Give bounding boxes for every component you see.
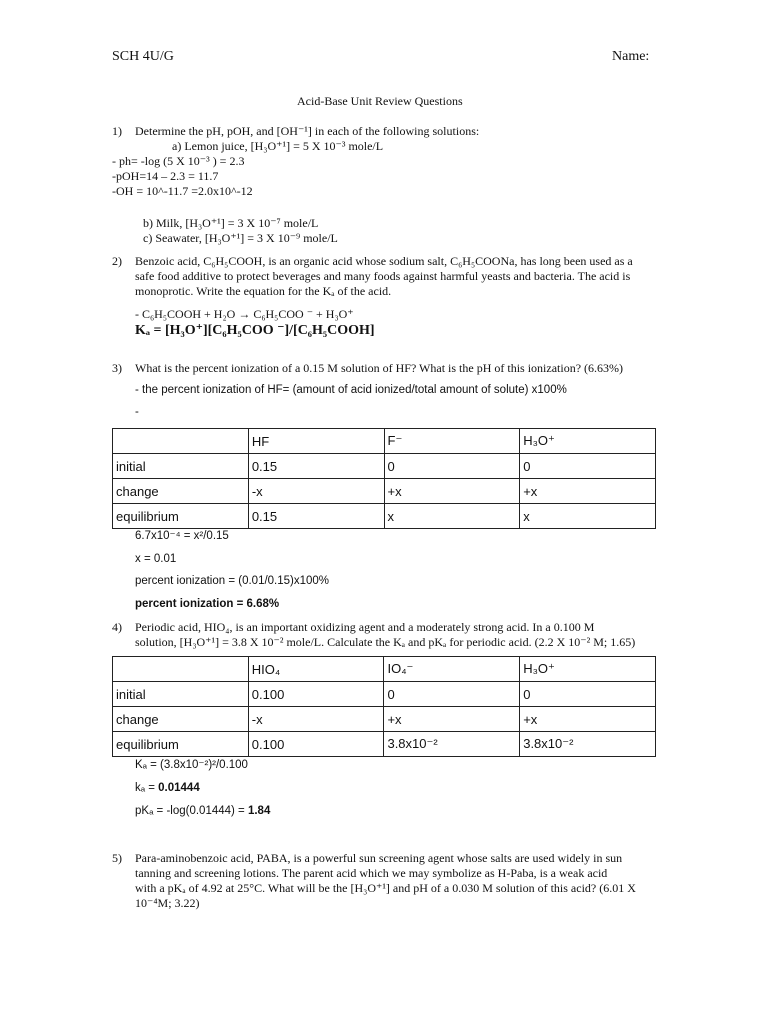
table-cell: initial	[113, 682, 249, 707]
table-cell: +x	[520, 479, 656, 504]
q4-work-3-value: 1.84	[247, 805, 271, 817]
table-cell: 0	[520, 682, 656, 707]
q1-text: Determine the pH, pOH, and [OH⁻¹] in each of the following solutions:	[135, 124, 480, 138]
table-cell: F⁻	[384, 429, 520, 454]
q4-line-2: solution, [H₃O⁺¹] = 3.8 X 10⁻² mole/L. Calculate the Kₐ and pKₐ for periodic acid. (2.2 X 10⁻² M; 1.65)	[135, 635, 636, 649]
q4-work-2	[135, 781, 200, 795]
table-cell: +x	[384, 479, 520, 504]
table-cell	[113, 657, 249, 682]
q3-number: 3)	[112, 361, 122, 375]
q2-line-1: Benzoic acid, C₆H₅COOH, is an organic acid whose sodium salt, C₆H₅COONa, has long been used as a	[135, 254, 633, 268]
q1-part-b: b) Milk, [H₃O⁺¹] = 3 X 10⁻⁷ mole/L	[143, 216, 319, 230]
q5-number: 5)	[112, 851, 122, 865]
q1-answer-poh: -pOH=14 – 2.3 = 11.7	[112, 169, 219, 183]
course-code: SCH 4U/G	[112, 49, 174, 64]
table-cell: x	[384, 504, 520, 529]
table-cell: 0	[520, 454, 656, 479]
page-title: Acid-Base Unit Review Questions	[297, 94, 463, 108]
q5-line-1: Para-aminobenzoic acid, PABA, is a powerful sun screening agent whose salts are used widely in sun	[135, 851, 623, 865]
q3-note: - the percent ionization of HF= (amount of acid ionized/total amount of solute) x100%	[135, 384, 567, 396]
table-cell: initial	[113, 454, 249, 479]
q1-part-a: a) Lemon juice, [H₃O⁺¹] = 5 X 10⁻³ mole/L	[172, 139, 384, 153]
q1-answer-ph: - ph= -log (5 X 10⁻³ ) = 2.3	[112, 154, 245, 168]
table-cell: -x	[248, 707, 384, 732]
table-cell: 3.8x10⁻²	[384, 732, 520, 757]
q3-answer: percent ionization = 6.68%	[135, 598, 280, 610]
table-cell: HF	[248, 429, 384, 454]
table-cell: 0.15	[248, 454, 384, 479]
table-cell: equilibrium	[113, 504, 249, 529]
q2-number: 2)	[112, 254, 122, 268]
q1-number: 1)	[112, 124, 122, 138]
table-cell: H₃O⁺	[520, 657, 656, 682]
table-row	[113, 504, 656, 529]
table-cell: 0	[384, 682, 520, 707]
table-cell: H₃O⁺	[520, 429, 656, 454]
q5-line-3: with a pKₐ of 4.92 at 25°C. What will be the [H₃O⁺¹] and pH of a 0.030 M solution of this acid? (6.01 X	[135, 881, 636, 895]
q3-work-2: x = 0.01	[135, 553, 177, 565]
q3-text: What is the percent ionization of a 0.15 M solution of HF? What is the pH of this ionization? (6.63%)	[135, 361, 624, 375]
q3-dash: -	[135, 406, 139, 418]
table-row	[113, 479, 656, 504]
q1-part-c: c) Seawater, [H₃O⁺¹] = 3 X 10⁻⁹ mole/L	[143, 231, 338, 245]
table-cell: 0	[384, 454, 520, 479]
table-cell: HIO₄	[248, 657, 384, 682]
table-cell: change	[113, 479, 249, 504]
table-cell: -x	[248, 479, 384, 504]
table-row	[113, 682, 656, 707]
table-cell: 3.8x10⁻²	[520, 732, 656, 757]
q2-equation: - C₆H₅COOH + H₂O → C₆H₅COO ⁻ + H₃O⁺	[135, 307, 354, 321]
table-header-row	[113, 657, 656, 682]
q2-line-3: monoprotic. Write the equation for the Kₐ of the acid.	[135, 284, 392, 298]
q4-number: 4)	[112, 620, 122, 634]
table-row	[113, 707, 656, 732]
table-cell: 0.15	[248, 504, 384, 529]
table-row	[113, 732, 656, 757]
name-label: Name:	[612, 49, 650, 64]
q4-work-2-label: kₐ =	[135, 782, 159, 794]
q2-ka-expression: Kₐ = [H₃O⁺][C₆H₅COO ⁻]/[C₆H₅COOH]	[135, 323, 375, 338]
q4-work-3	[135, 804, 270, 818]
q2-line-2: safe food additive to protect beverages and many foods against harmful yeasts and bacteria. The acid is	[135, 269, 631, 283]
table-cell: x	[520, 504, 656, 529]
q3-ice-table	[112, 428, 656, 529]
table-cell: 0.100	[248, 732, 384, 757]
q4-work-1: Kₐ = (3.8x10⁻²)²/0.100	[135, 759, 248, 771]
table-header-row	[113, 429, 656, 454]
q3-work-3: percent ionization = (0.01/0.15)x100%	[135, 575, 330, 587]
q4-line-1: Periodic acid, HIO₄, is an important oxidizing agent and a moderately strong acid. In a 0.100 M	[135, 620, 595, 634]
table-cell: +x	[384, 707, 520, 732]
table-cell: change	[113, 707, 249, 732]
q4-ice-table	[112, 656, 656, 757]
table-row	[113, 454, 656, 479]
q5-line-4: 10⁻⁴M; 3.22)	[135, 896, 200, 910]
q4-work-2-value: 0.01444	[158, 782, 200, 794]
table-cell	[113, 429, 249, 454]
q1-answer-oh: -OH = 10^-11.7 =2.0x10^-12	[112, 184, 253, 198]
table-cell: IO₄⁻	[384, 657, 520, 682]
q4-work-3-label: pKₐ = -log(0.01444) =	[135, 805, 248, 817]
table-cell: 0.100	[248, 682, 384, 707]
q5-line-2: tanning and screening lotions. The parent acid which we may symbolize as H-Paba, is a weak acid	[135, 866, 608, 880]
table-cell: +x	[520, 707, 656, 732]
q3-work-1: 6.7x10⁻⁴ = x²/0.15	[135, 530, 229, 542]
table-cell: equilibrium	[113, 732, 249, 757]
